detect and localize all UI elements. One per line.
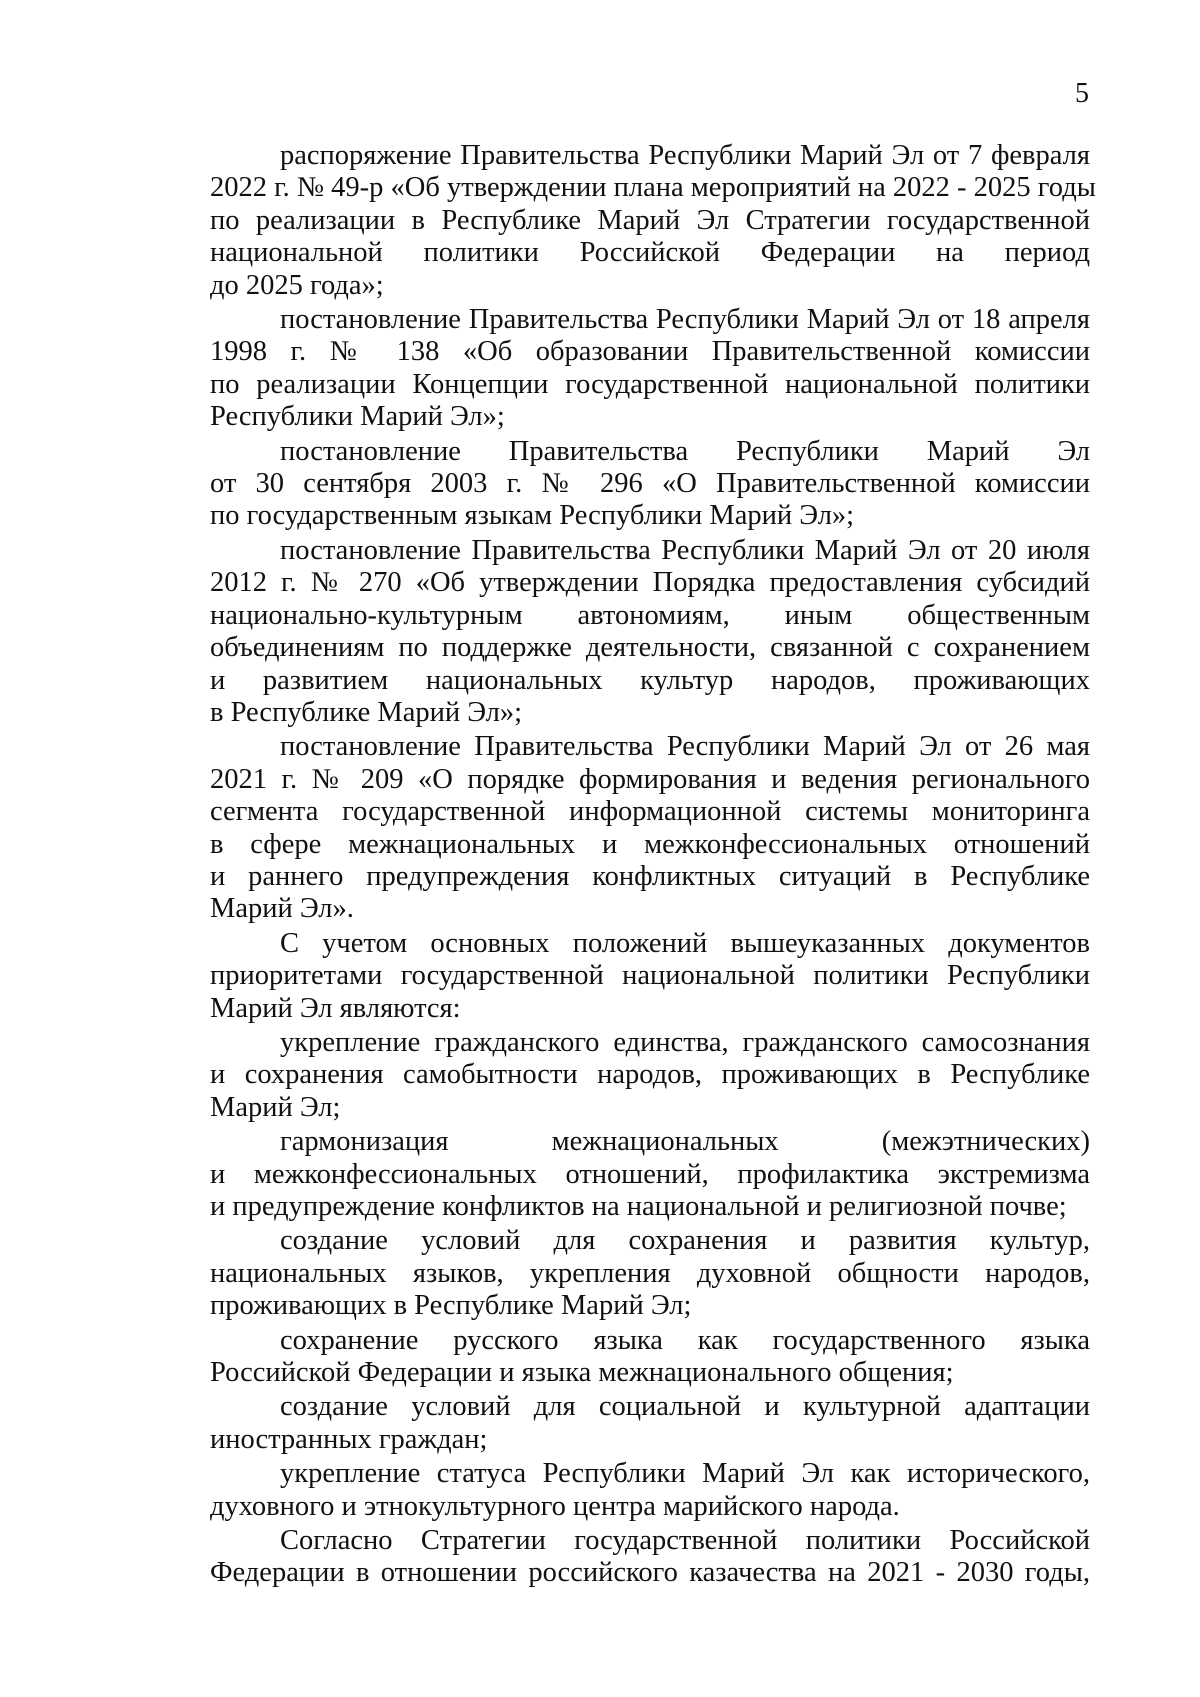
text-line: распоряжение Правительства Республики Марий Эл от 7 февраля (280, 140, 1090, 171)
text-line: национальных языков, укрепления духовной общности народов, (210, 1257, 1090, 1289)
paragraph (210, 1391, 1090, 1456)
text-line: по реализации Концепции государственной национальной политики (210, 368, 1090, 400)
text-line: 2022 г. № 49-р «Об утверждении плана мероприятий на 2022 - 2025 годы (210, 172, 1096, 204)
text-line: до 2025 года»; (210, 269, 384, 301)
text-line: постановление Правительства Республики Марий Эл (280, 435, 1090, 467)
text-line: 2012 г. № 270 «Об утверждении Порядка предоставления субсидий (210, 567, 1090, 599)
text-line: по государственным языкам Республики Марий Эл»; (210, 500, 855, 532)
text-line: Российской Федерации и языка межнационального общения; (210, 1357, 954, 1389)
paragraph (210, 1525, 1090, 1590)
paragraph (210, 535, 1090, 729)
text-line: укрепление гражданского единства, гражданского самосознания (280, 1026, 1090, 1058)
paragraph (210, 1225, 1090, 1322)
text-line: духовного и этнокультурного центра марийского народа. (210, 1490, 900, 1522)
text-line: и межконфессиональных отношений, профилактика экстремизма (210, 1158, 1090, 1190)
text-line: и предупреждение конфликтов на национальной и религиозной почве; (210, 1191, 1067, 1222)
text-line: проживающих в Республике Марий Эл; (210, 1290, 692, 1322)
text-line: Федерации в отношении российского казачества на 2021 - 2030 годы, (210, 1557, 1090, 1589)
text-line: 1998 г. № 138 «Об образовании Правительственной комиссии (210, 336, 1090, 368)
paragraph (210, 928, 1090, 1025)
text-line: национальной политики Российской Федерации на период (210, 237, 1090, 269)
text-line: в сфере межнациональных и межконфессиональных отношений (210, 828, 1090, 860)
paragraph (210, 140, 1096, 302)
text-line: постановление Правительства Республики Марий Эл от 20 июля (280, 534, 1090, 566)
paragraph (210, 1325, 1090, 1390)
text-line: и развитием национальных культур народов, проживающих (210, 664, 1090, 696)
text-line: и раннего предупреждения конфликтных ситуаций в Республике (210, 860, 1090, 892)
text-line: Согласно Стратегии государственной политики Российской (280, 1525, 1090, 1557)
text-line: постановление Правительства Республики Марий Эл от 18 апреля (280, 304, 1090, 336)
text-line: Марий Эл; (210, 1091, 341, 1123)
text-line: иностранных граждан; (210, 1423, 488, 1455)
text-line: от 30 сентября 2003 г. № 296 «О Правительственной комиссии (210, 468, 1090, 500)
text-line: в Республике Марий Эл»; (210, 696, 523, 728)
paragraph (210, 304, 1090, 434)
text-line: Республики Марий Эл»; (210, 401, 505, 433)
text-line: укрепление статуса Республики Марий Эл как исторического, (280, 1458, 1090, 1490)
page-number: 5 (1075, 78, 1089, 109)
document-body (210, 140, 1096, 1592)
text-line: 2021 г. № 209 «О порядке формирования и ведения регионального (210, 763, 1090, 795)
text-line: национально-культурным автономиям, иным общественным (210, 599, 1090, 631)
text-line: приоритетами государственной национальной политики Республики (210, 960, 1090, 992)
paragraph (210, 731, 1090, 925)
text-line: и сохранения самобытности народов, проживающих в Республике (210, 1059, 1090, 1091)
text-line: Марий Эл». (210, 893, 354, 925)
text-line: постановление Правительства Республики Марий Эл от 26 мая (280, 731, 1090, 763)
paragraph (210, 436, 1090, 533)
text-line: С учетом основных положений вышеуказанных документов (280, 927, 1090, 959)
text-line: сегмента государственной информационной системы мониторинга (210, 796, 1090, 828)
text-line: гармонизация межнациональных (межэтнических) (280, 1126, 1090, 1158)
text-line: создание условий для социальной и культурной адаптации (280, 1391, 1090, 1423)
text-line: Марий Эл являются: (210, 992, 461, 1024)
text-line: объединениям по поддержке деятельности, связанной с сохранением (210, 632, 1090, 664)
paragraph (210, 1458, 1090, 1523)
paragraph (210, 1126, 1090, 1223)
paragraph (210, 1027, 1090, 1124)
text-line: создание условий для сохранения и развития культур, (280, 1225, 1090, 1257)
text-line: по реализации в Республике Марий Эл Стратегии государственной (210, 204, 1090, 236)
text-line: сохранение русского языка как государственного языка (280, 1324, 1090, 1356)
